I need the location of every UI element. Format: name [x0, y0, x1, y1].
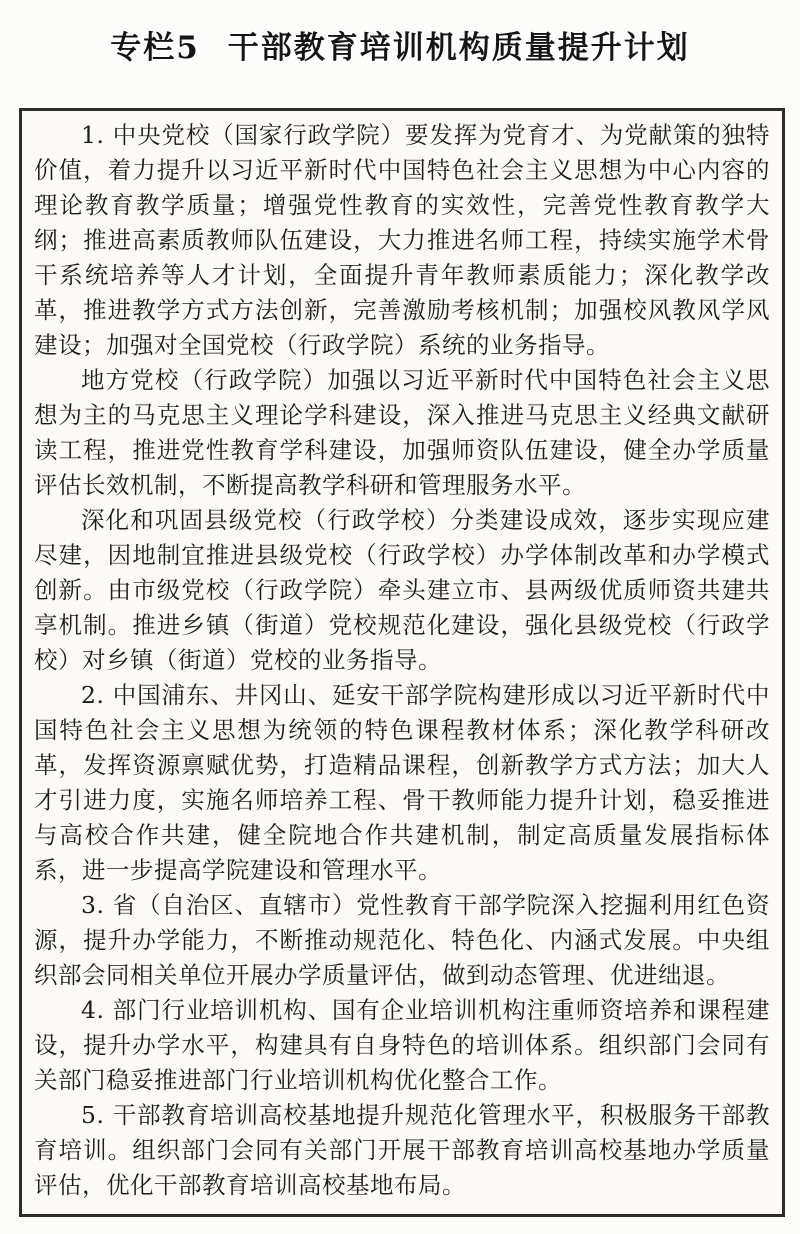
paragraph-item-5: 3. 省（自治区、直辖市）党性教育干部学院深入挖掘利用红色资源，提升办学能力，不断推动规范化、特色化、内涵式发展。中央组织部会同相关单位开展办学质量评估，做到动态管理、优进绌退。 — [34, 891, 770, 989]
paragraph-item-7: 5. 干部教育培训高校基地提升规范化管理水平，积极服务干部教育培训。组织部门会同有关部门开展干部教育培训高校基地办学质量评估，优化干部教育培训高校基地布局。 — [34, 1101, 770, 1199]
paragraph-item-2: 地方党校（行政学院）加强以习近平新时代中国特色社会主义思想为主的马克思主义理论学科建设，深入推进马克思主义经典文献研读工程，推进党性教育学科建设，加强师资队伍建设，健全办学质量评估长效机制，不断提高教学科研和管理服务水平。 — [34, 366, 770, 499]
paragraph-item-1: 1. 中央党校（国家行政学院）要发挥为党育才、为党献策的独特价值，着力提升以习近平新时代中国特色社会主义思想为中心内容的理论教育教学质量；增强党性教育的实效性，完善党性教育教学大纲；推进高素质教师队伍建设，大力推进名师工程，持续实施学术骨干系统培养等人才计划，全面提升青年教师素质能力；深化教学改革，推进教学方式方法创新，完善激励考核机制；加强校风教风学风建设；加强对全国党校（行政学院）系统的业务指导。 — [34, 121, 770, 359]
column-number-label: 专栏5 — [110, 30, 200, 66]
page-title — [0, 22, 800, 67]
paragraph-item-3: 深化和巩固县级党校（行政学校）分类建设成效，逐步实现应建尽建，因地制宜推进县级党校（行政学校）办学体制改革和办学模式创新。由市级党校（行政学院）牵头建立市、县两级优质师资共建共享机制。推进乡镇（街道）党校规范化建设，强化县级党校（行政学校）对乡镇（街道）党校的业务指导。 — [34, 506, 770, 674]
column-title-text: 干部教育培训机构质量提升计划 — [227, 30, 690, 66]
paragraph-item-6: 4. 部门行业培训机构、国有企业培训机构注重师资培养和课程建设，提升办学水平，构建具有自身特色的培训体系。组织部门会同有关部门稳妥推进部门行业培训机构优化整合工作。 — [34, 996, 770, 1094]
paragraph-item-4: 2. 中国浦东、井冈山、延安干部学院构建形成以习近平新时代中国特色社会主义思想为统领的特色课程教材体系；深化教学科研改革，发挥资源禀赋优势，打造精品课程，创新教学方式方法；加大人才引进力度，实施名师培养工程、骨干教师能力提升计划，稳妥推进与高校合作共建，健全院地合作共建机制，制定高质量发展指标体系，进一步提高学院建设和管理水平。 — [34, 681, 770, 884]
column-box — [19, 108, 785, 1217]
